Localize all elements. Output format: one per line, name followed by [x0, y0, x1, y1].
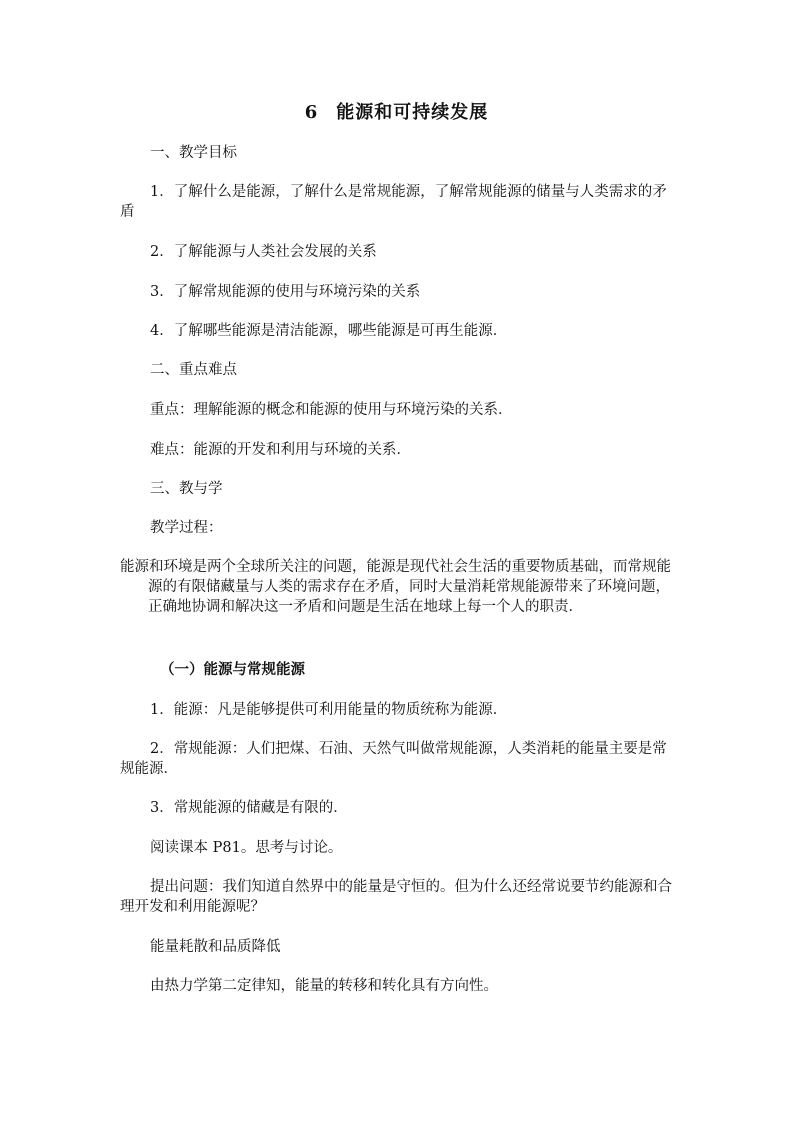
document-title [0, 98, 793, 124]
subsection-heading-energy: （一）能源与常规能源 [160, 661, 305, 678]
objective-1: 1．了解什么是能源，了解什么是常规能源，了解常规能源的储量与人类需求的矛盾 [120, 184, 667, 220]
objective-4: 4．了解哪些能源是清洁能源，哪些能源是可再生能源． [150, 323, 508, 339]
objective-2: 2．了解能源与人类社会发展的关系 [150, 244, 377, 260]
topic-heading: 能量耗散和品质降低 [150, 939, 281, 955]
objective-3: 3．了解常规能源的使用与环境污染的关系 [150, 284, 421, 300]
title-text: 能源和可持续发展 [336, 102, 489, 123]
reading-assignment: 阅读课本 P81。思考与讨论。 [150, 840, 343, 856]
section-heading-teaching: 三、教与学 [150, 481, 223, 497]
key-point: 重点：理解能源的概念和能源的使用与环境污染的关系． [150, 402, 513, 418]
intro-paragraph: 能源和环境是两个全球所关注的问题，能源是现代社会生活的重要物质基础，而常规能源的有限储藏量与人类的需求存在矛盾，同时大量消耗常规能源带来了环境问题，正确地协调和解决这一矛盾和问题是生活在地球上每一个人的职责． [120, 559, 671, 615]
section-heading-key-points: 二、重点难点 [150, 362, 237, 378]
question-paragraph: 提出问题：我们知道自然界中的能量是守恒的。但为什么还经常说要节约能源和合理开发和利用能源呢？ [120, 879, 672, 915]
definition-limited-reserves: 3．常规能源的储藏是有限的． [150, 800, 348, 816]
difficult-point: 难点：能源的开发和利用与环境的关系． [150, 442, 411, 458]
section-heading-objectives: 一、教学目标 [150, 145, 237, 161]
definition-conventional-energy: 2．常规能源：人们把煤、石油、天然气叫做常规能源，人类消耗的能量主要是常规能源． [120, 741, 667, 777]
teaching-process-label: 教学过程： [150, 520, 223, 536]
title-number: 6 [304, 102, 319, 123]
definition-energy: 1．能源：凡是能够提供可利用能量的物质统称为能源． [150, 702, 508, 718]
law-statement: 由热力学第二定律知，能量的转移和转化具有方向性。 [150, 978, 498, 994]
